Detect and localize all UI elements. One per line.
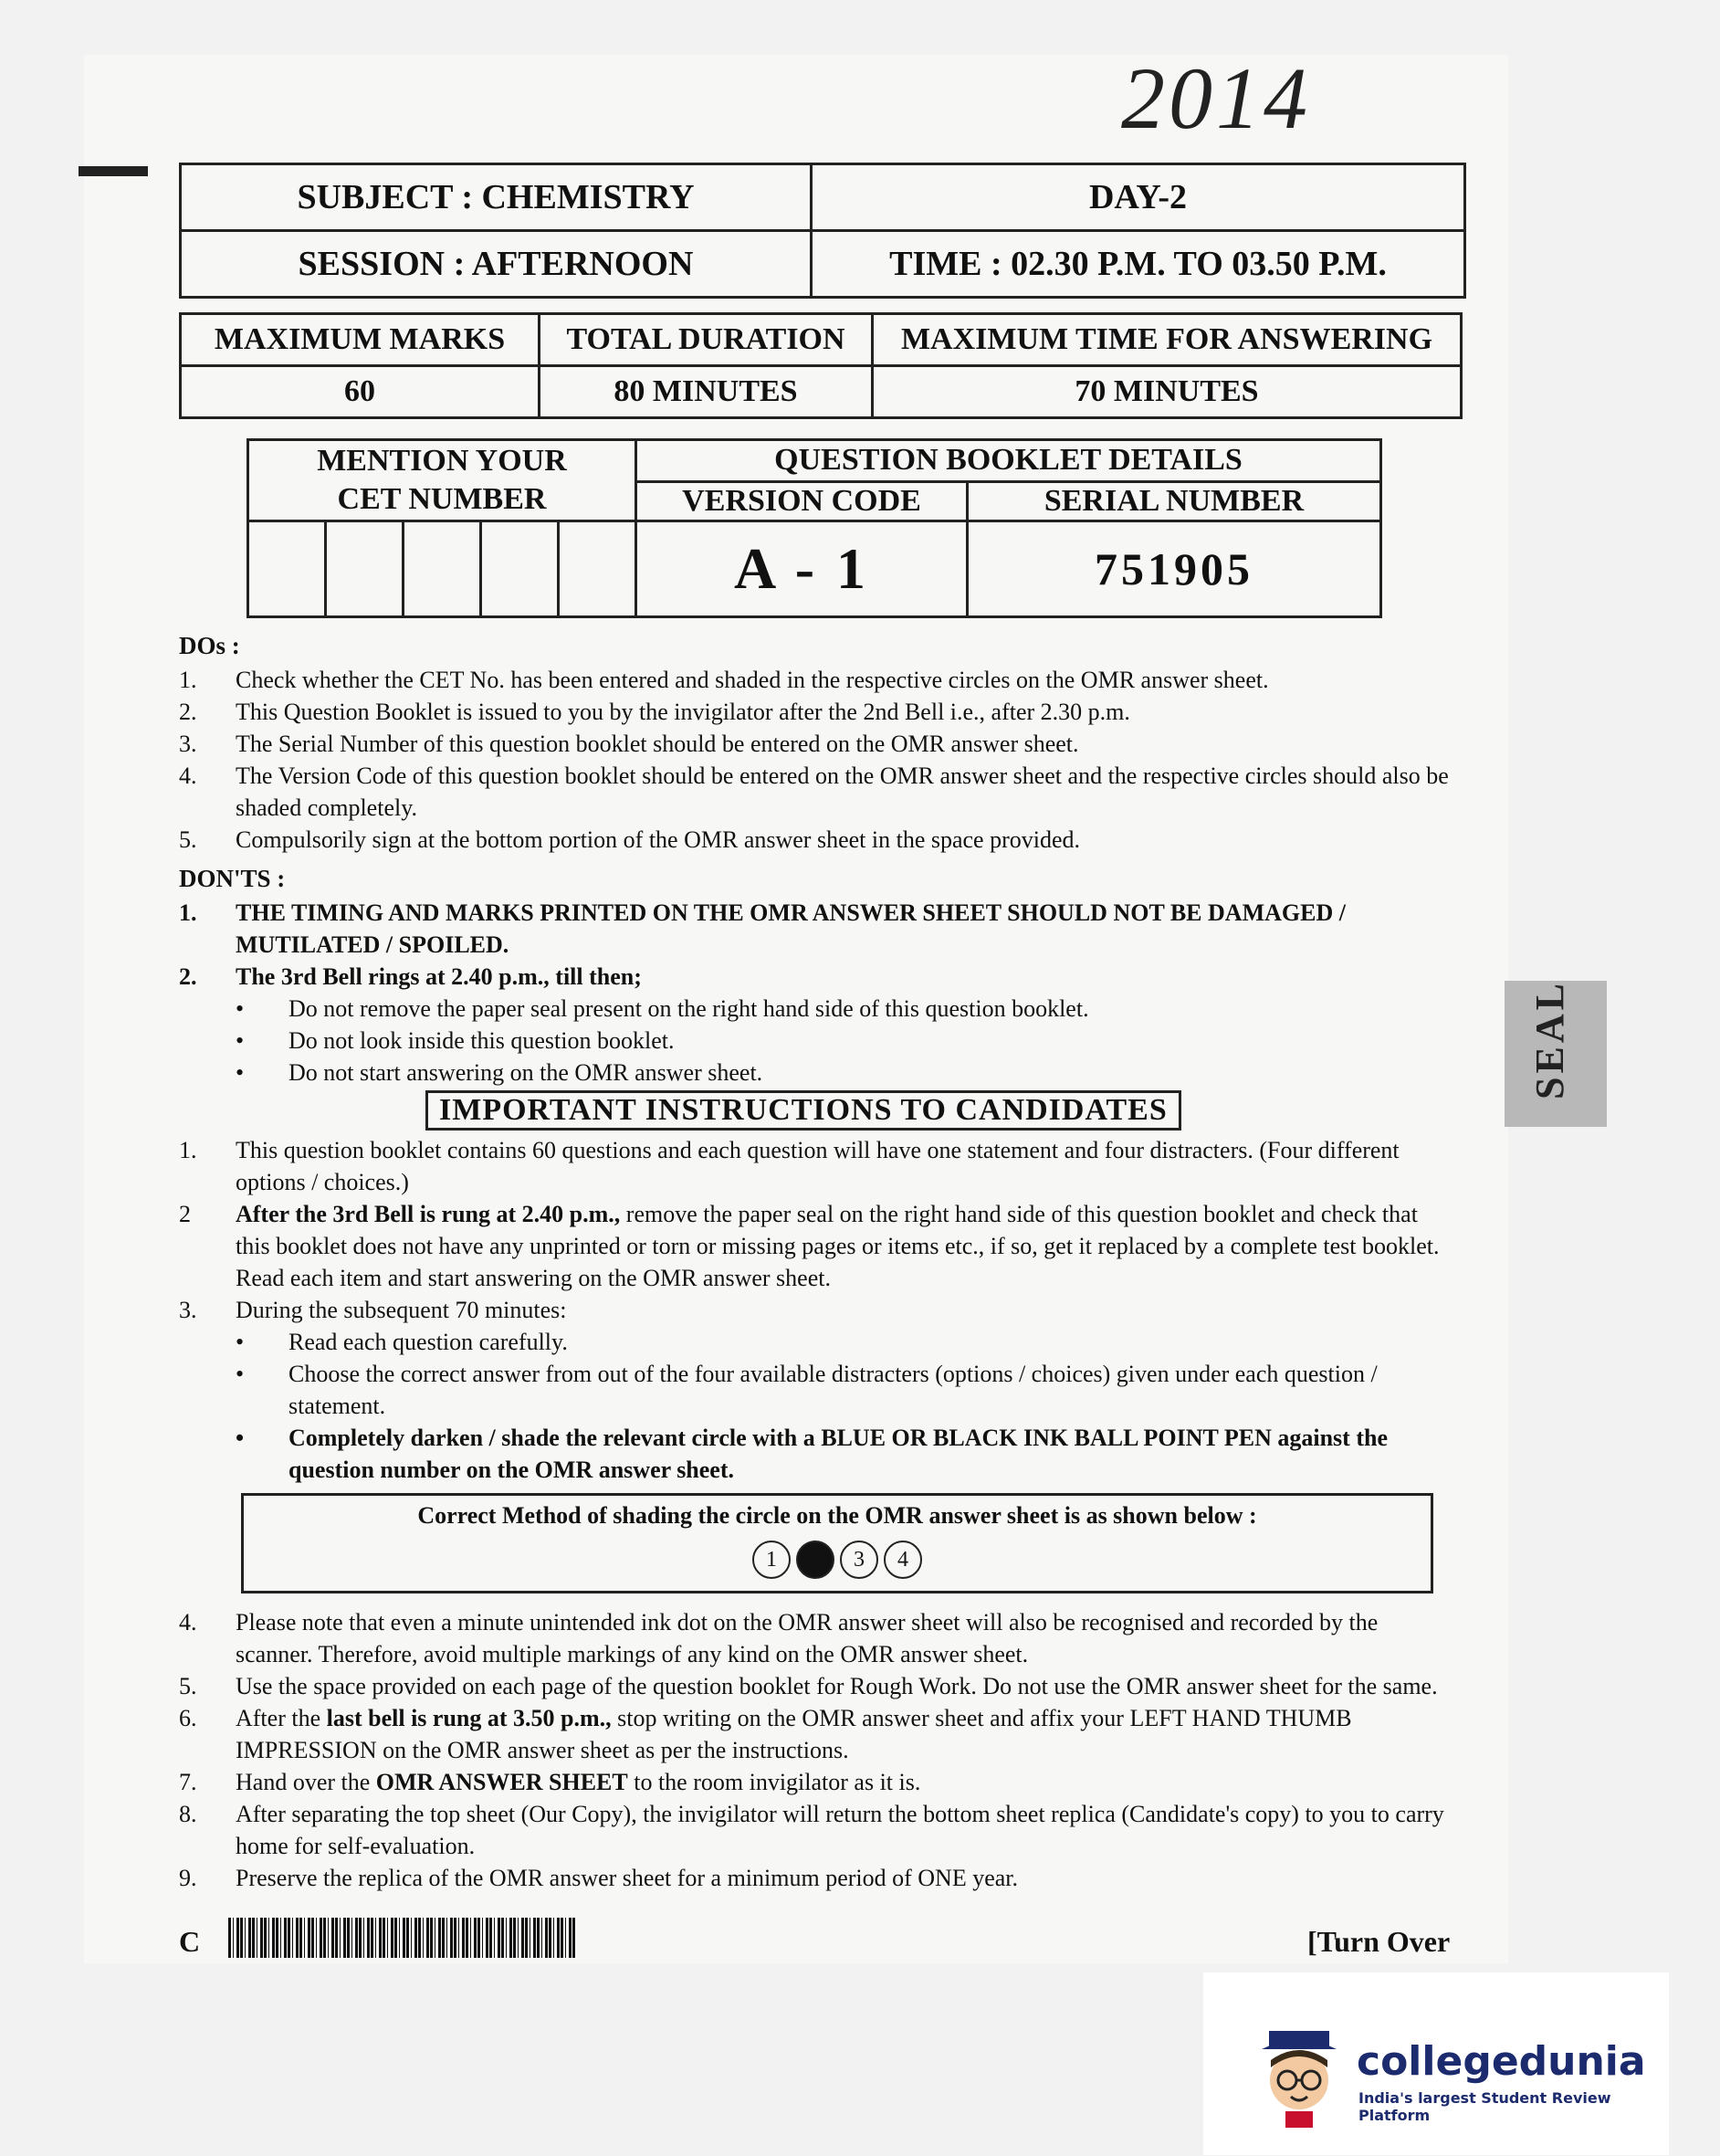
important-instructions-heading: IMPORTANT INSTRUCTIONS TO CANDIDATES <box>425 1090 1181 1131</box>
time-cell: TIME : 02.30 P.M. TO 03.50 P.M. <box>812 231 1465 298</box>
bullet-item: • Read each question carefully. <box>179 1326 1450 1358</box>
cet-digit-box[interactable] <box>481 521 559 617</box>
day-cell: DAY-2 <box>812 164 1465 231</box>
omr-circle-2-filled: 2 <box>796 1541 834 1579</box>
list-item: 8. After separating the top sheet (Our Copy), the invigilator will return the bottom sheet replica (Candidate's copy) to you to carry home for self-evaluation. <box>179 1801 1444 1859</box>
list-item: 2 After the 3rd Bell is rung at 2.40 p.m., remove the paper seal on the right hand side of this question booklet and check that this booklet does not have any unprinted or torn or missing pages or items etc., if so, get it replaced by a complete test booklet. Read each item and start answering on the OMR answer sheet. <box>179 1201 1440 1291</box>
max-marks-header: MAXIMUM MARKS <box>181 314 540 366</box>
list-item: 9. Preserve the replica of the OMR answer sheet for a minimum period of ONE year. <box>179 1865 1019 1891</box>
omr-circle-4: 4 <box>884 1541 922 1579</box>
donts-heading: DON'TS : <box>179 865 286 892</box>
session-cell: SESSION : AFTERNOON <box>181 231 812 298</box>
dos-heading: DOs : <box>179 632 240 659</box>
bullet-item: • Do not remove the paper seal present on the right hand side of this question booklet. <box>179 993 1450 1025</box>
mascot-logo-icon <box>1258 2027 1340 2128</box>
shading-method-box <box>241 1493 1433 1593</box>
serial-number-label: SERIAL NUMBER <box>968 481 1381 521</box>
version-code-label: VERSION CODE <box>636 481 968 521</box>
list-item: 6. After the last bell is rung at 3.50 p.m., stop writing on the OMR answer sheet and affix your LEFT HAND THUMB IMPRESSION on the OMR answer sheet as per the instructions. <box>179 1705 1352 1763</box>
list-item: 1. Check whether the CET No. has been entered and shaded in the respective circles on the OMR answer sheet. <box>179 667 1269 693</box>
bullet-item: • Choose the correct answer from out of the four available distracters (options / choices) given under each question / statement. <box>179 1358 1450 1422</box>
subject-cell: SUBJECT : CHEMISTRY <box>181 164 812 231</box>
subject-header-table <box>179 163 1466 299</box>
cet-number-label: MENTION YOUR CET NUMBER <box>248 440 636 521</box>
booklet-details-table <box>246 438 1382 618</box>
bullet-item: • Completely darken / shade the relevant circle with a BLUE OR BLACK INK BALL POINT PEN against the question number on the OMR answer sheet. <box>179 1422 1450 1486</box>
brand-name: collegedunia <box>1357 2038 1646 2085</box>
shading-method-title: Correct Method of shading the circle on the OMR answer sheet is as shown below : <box>417 1502 1257 1529</box>
list-item: 7. Hand over the OMR ANSWER SHEET to the room invigilator as it is. <box>179 1769 921 1795</box>
marks-table <box>179 312 1463 419</box>
turn-over-label: [Turn Over <box>1307 1925 1451 1958</box>
max-marks-value: 60 <box>181 366 540 418</box>
cet-digit-box[interactable] <box>404 521 481 617</box>
list-item: 2. This Question Booklet is issued to you by the invigilator after the 2nd Bell i.e., after 2.30 p.m. <box>179 699 1130 725</box>
list-item: 4. Please note that even a minute unintended ink dot on the OMR answer sheet will also be recognised and recorded by the scanner. Therefore, avoid multiple markings of any kind on the OMR answer sheet. <box>179 1609 1379 1667</box>
list-item: 3. The Serial Number of this question booklet should be entered on the OMR answer sheet. <box>179 731 1079 757</box>
barcode <box>228 1918 575 1958</box>
answer-time-value: 70 MINUTES <box>873 366 1462 418</box>
list-item: 5. Use the space provided on each page of the question booklet for Rough Work. Do not use the OMR answer sheet for the same. <box>179 1673 1438 1699</box>
omr-circle-1: 1 <box>752 1541 791 1579</box>
list-item: 5. Compulsorily sign at the bottom portion of the OMR answer sheet in the space provided. <box>179 826 1081 853</box>
brand-watermark <box>1203 1972 1669 2155</box>
omr-circle-3: 3 <box>840 1541 878 1579</box>
handwritten-year: 2014 <box>1121 49 1311 147</box>
bullet-item: • Do not start answering on the OMR answer sheet. <box>179 1057 1450 1089</box>
serial-number-value: 751905 <box>968 521 1381 617</box>
cet-digit-box[interactable] <box>326 521 404 617</box>
duration-header: TOTAL DURATION <box>540 314 873 366</box>
list-item: 2. The 3rd Bell rings at 2.40 p.m., till then; <box>179 963 642 990</box>
cet-digit-box[interactable] <box>248 521 326 617</box>
paper-seal[interactable] <box>1505 981 1607 1127</box>
instructions-body <box>179 628 1450 1894</box>
booklet-details-label: QUESTION BOOKLET DETAILS <box>636 440 1381 482</box>
bullet-item: • Do not look inside this question booklet. <box>179 1025 1450 1057</box>
duration-value: 80 MINUTES <box>540 366 873 418</box>
list-item: 1. THE TIMING AND MARKS PRINTED ON THE OMR ANSWER SHEET SHOULD NOT BE DAMAGED / MUTILATED / SPOILED. <box>179 899 1346 958</box>
version-code-value: A - 1 <box>636 521 968 617</box>
answer-time-header: MAXIMUM TIME FOR ANSWERING <box>873 314 1462 366</box>
registration-mark <box>79 166 148 176</box>
list-item: 4. The Version Code of this question booklet should be entered on the OMR answer sheet and the respective circles should also be shaded completely. <box>179 762 1449 821</box>
brand-tagline: India's largest Student Review Platform <box>1358 2089 1611 2124</box>
omr-circles <box>244 1541 1431 1579</box>
list-item: 1. This question booklet contains 60 questions and each question will have one statement and four distracters. (Four different options / choices.) <box>179 1137 1400 1195</box>
list-item: 3. During the subsequent 70 minutes: <box>179 1297 567 1323</box>
cet-digit-box[interactable] <box>559 521 636 617</box>
seal-label: SEAL <box>1527 980 1572 1099</box>
footer-code: C <box>179 1925 201 1958</box>
